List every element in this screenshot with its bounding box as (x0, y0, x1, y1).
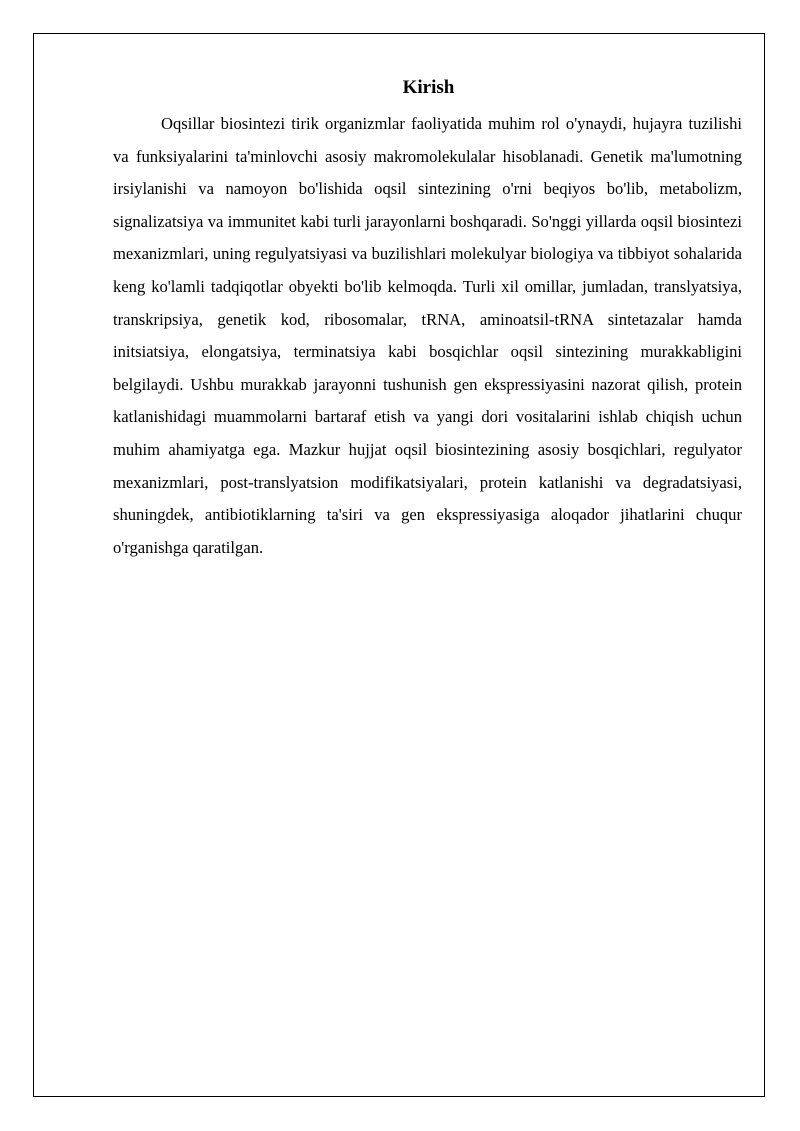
page-title: Kirish (402, 77, 455, 98)
intro-paragraph: Oqsillar biosintezi tirik organizmlar faoliyatida muhim rol o'ynaydi, hujayra tuzilishi va funksiyalarini ta'minlovchi asosiy makromolekulalar hisoblanadi. Genetik ma'lumotning irsiylanishi va namoyon bo'lishida oqsil sintezining o'rni beqiyos bo'lib, metabolizm, signalizatsiya va immunitet kabi turli jarayonlarni boshqaradi. So'nggi yillarda oqsil biosintezi mexanizmlari, uning regulyatsiyasi va buzilishlari molekulyar biologiya va tibbiyot sohalarida keng ko'lamli tadqiqotlar obyekti bo'lib kelmoqda. Turli xil omillar, jumladan, translyatsiya, transkripsiya, genetik kod, ribosomalar, tRNA, aminoatsil-tRNA sintetazalar hamda initsiatsiya, elongatsiya, terminatsiya kabi bosqichlar oqsil sintezining murakkabligini belgilaydi. Ushbu murakkab jarayonni tushunish gen ekspressiyasini nazorat qilish, protein katlanishidagi muammolarni bartaraf etish va yangi dori vositalarini ishlab chiqish uchun muhim ahamiyatga ega. Mazkur hujjat oqsil biosintezining asosiy bosqichlari, regulyator mexanizmlari, post-translyatsion modifikatsiyalari, protein katlanishi va degradatsiyasi, shuningdek, antibiotiklarning ta'siri va gen ekspressiyasiga aloqador jihatlarini chuqur o'rganishga qaratilgan. (113, 114, 742, 557)
